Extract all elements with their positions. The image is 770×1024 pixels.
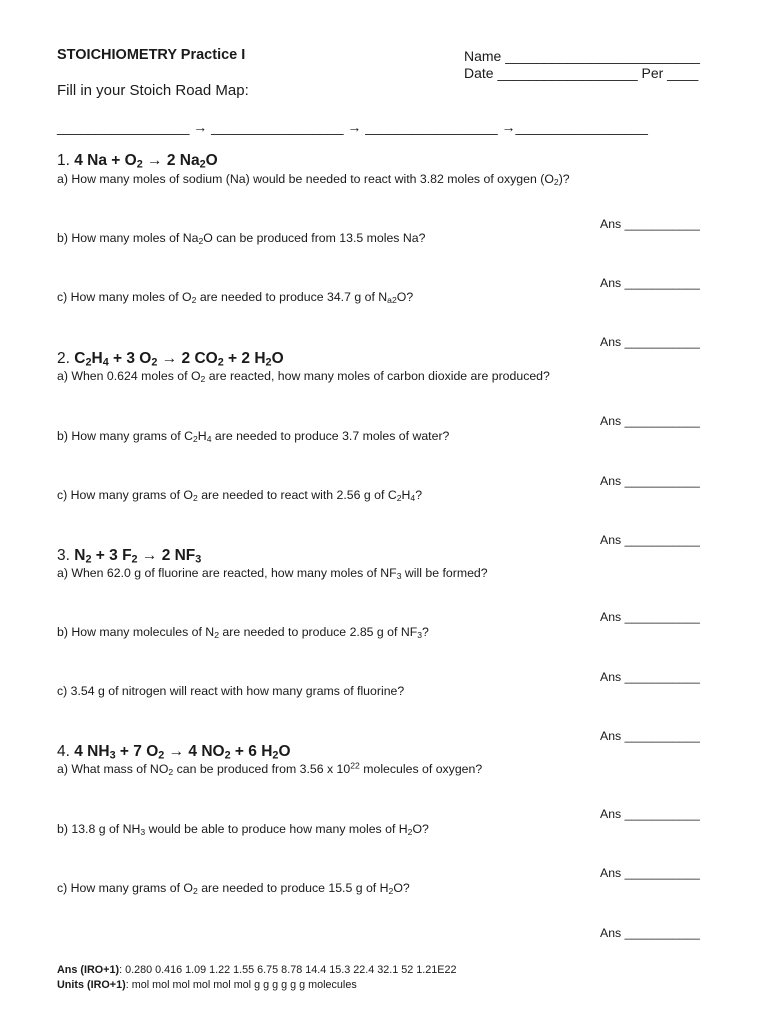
problem-4-equation: 4. 4 $NH_3 + 7$ $O_2 \to 4$ $NO_2 + 6$ $H_2O$ [57, 743, 291, 762]
problem-3-equation: 3. $N_2 + 3$ $F_2 \to 2$ $NF_3$ [57, 547, 202, 566]
problem-1b-question: b) How many moles of $Na_2O$ can be produced from 13.5 moles Na? [57, 231, 426, 247]
problem-4a-question: a) What mass of $NO_2$ can be produced from 3.56 x $10^{22}$ molecules of oxygen? [57, 760, 483, 778]
road-map-instruction: Fill in your Stoich Road Map: [57, 82, 249, 99]
problem-3b-question: b) How many molecules of $N_2$ are needed to produce 2.85 g of $NF_3$? [57, 625, 429, 641]
problem-3c-question: c) 3.54 g of nitrogen will react with how many grams of fluorine? [57, 684, 405, 698]
problem-4b-question: b) 13.8 g of $NH_3$ would be able to produce how many moles of $H_2O$? [57, 822, 429, 838]
problem-2b-question: b) How many grams of $C_2H_4$ are needed to produce 3.7 moles of water? [57, 429, 450, 445]
problem-1c-question: c) How many moles of $O_2$ are needed to produce 34.7 g of $N_{a2}O$? [57, 290, 414, 306]
problem-2a-question: a) When 0.624 moles of $O_2$ are reacted, how many moles of carbon dioxide are produced? [57, 369, 550, 385]
problem-1c-answer-line: Ans ___________ [600, 335, 700, 349]
problem-1a-question: a) How many moles of sodium (Na) would be needed to react with 3.82 moles of oxygen $(O_2)$? [57, 172, 570, 188]
problem-2b-answer-line: Ans ___________ [600, 474, 700, 488]
problem-3a-question: a) When 62.0 g of fluorine are reacted, how many moles of $NF_3$ will be formed? [57, 566, 488, 582]
problem-2-equation: 2. $C_2H_4 + 3$ $O_2 \to 2$ $CO_2 + 2$ $H_2O$ [57, 350, 284, 369]
name-field-line: Name _________________________ [464, 48, 700, 64]
problem-2a-answer-line: Ans ___________ [600, 414, 700, 428]
problem-4c-question: c) How many grams of $O_2$ are needed to produce 15.5 g of $H_2O$? [57, 881, 410, 897]
answer-key-values: Ans (IRO+1): 0.280 0.416 1.09 1.22 1.55 6.75 8.78 14.4 15.3 22.4 32.1 52 1.21E22 [57, 964, 457, 976]
problem-4c-answer-line: Ans ___________ [600, 926, 700, 940]
answer-key-units: Units (IRO+1): mol mol mol mol mol mol g g g g g g molecules [57, 979, 357, 991]
worksheet-title: STOICHIOMETRY Practice I [57, 47, 246, 63]
problem-1-equation: 1. 4 $Na + O_2 \to 2$ $Na_2O$ [57, 152, 218, 171]
road-map-blanks: _________________ → _________________ → _________________ →_________________ [57, 119, 648, 135]
problem-1b-answer-line: Ans ___________ [600, 276, 700, 290]
problem-2c-answer-line: Ans ___________ [600, 533, 700, 547]
problem-1a-answer-line: Ans ___________ [600, 217, 700, 231]
problem-4b-answer-line: Ans ___________ [600, 866, 700, 880]
date-period-field-line: Date __________________ Per ____ [464, 65, 699, 81]
problem-3a-answer-line: Ans ___________ [600, 610, 700, 624]
problem-4a-answer-line: Ans ___________ [600, 807, 700, 821]
problem-3b-answer-line: Ans ___________ [600, 670, 700, 684]
problem-2c-question: c) How many grams of $O_2$ are needed to react with 2.56 g of $C_2H_4$? [57, 488, 423, 504]
problem-3c-answer-line: Ans ___________ [600, 729, 700, 743]
